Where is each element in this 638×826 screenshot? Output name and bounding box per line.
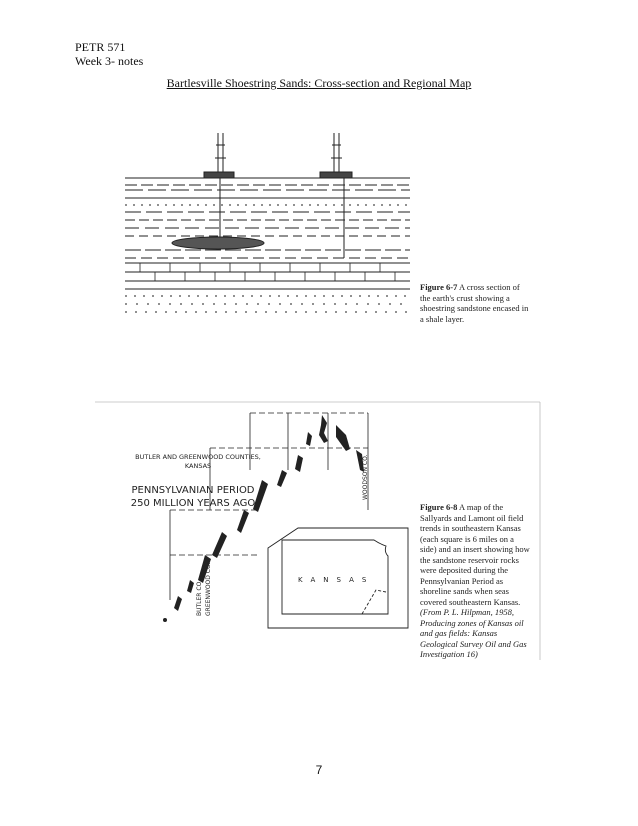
period-label: PENNSYLVANIAN PERIOD 250 MILLION YEARS AGO [130, 485, 256, 509]
page-title: Bartlesville Shoestring Sands: Cross-section and Regional Map [166, 76, 472, 90]
week-header: Week 3- notes [75, 54, 144, 68]
kansas-inset-label: KANSAS [298, 576, 375, 584]
oil-derrick-left-icon [204, 133, 234, 243]
page-number: 7 [315, 763, 323, 777]
course-header: PETR 571 [75, 40, 126, 54]
sandstone-lens [172, 237, 264, 249]
woodson-county-label: WOODSON CO. [362, 454, 369, 500]
oil-field-trends [163, 415, 364, 622]
county-label: BUTLER AND GREENWOOD COUNTIES, KANSAS [135, 453, 261, 470]
greenwood-county-label: GREENWOOD CO. [205, 562, 212, 616]
butler-county-label: BUTLER CO. [196, 580, 203, 616]
figure-6-7-caption: Figure 6-7 A cross section of the earth's crust showing a shoestring sandstone encased in a shale layer. [420, 282, 529, 324]
oil-derrick-right-icon [320, 133, 352, 258]
figure-6-8-caption: Figure 6-8 A map of the Sallyards and Lamont oil field trends in southeastern Kansas (each square is 6 miles on a side) and an insert showing how the sandstone reservoir rocks were deposited during the Pennsylvanian Period as shoreline sands when seas covered southeastern Kansas. (From P. L. Hilpman, 1958, Producing zones of Kansas oil and gas fields: Kansas Geological Survey Oil and Gas Investigation 16) [420, 502, 530, 659]
